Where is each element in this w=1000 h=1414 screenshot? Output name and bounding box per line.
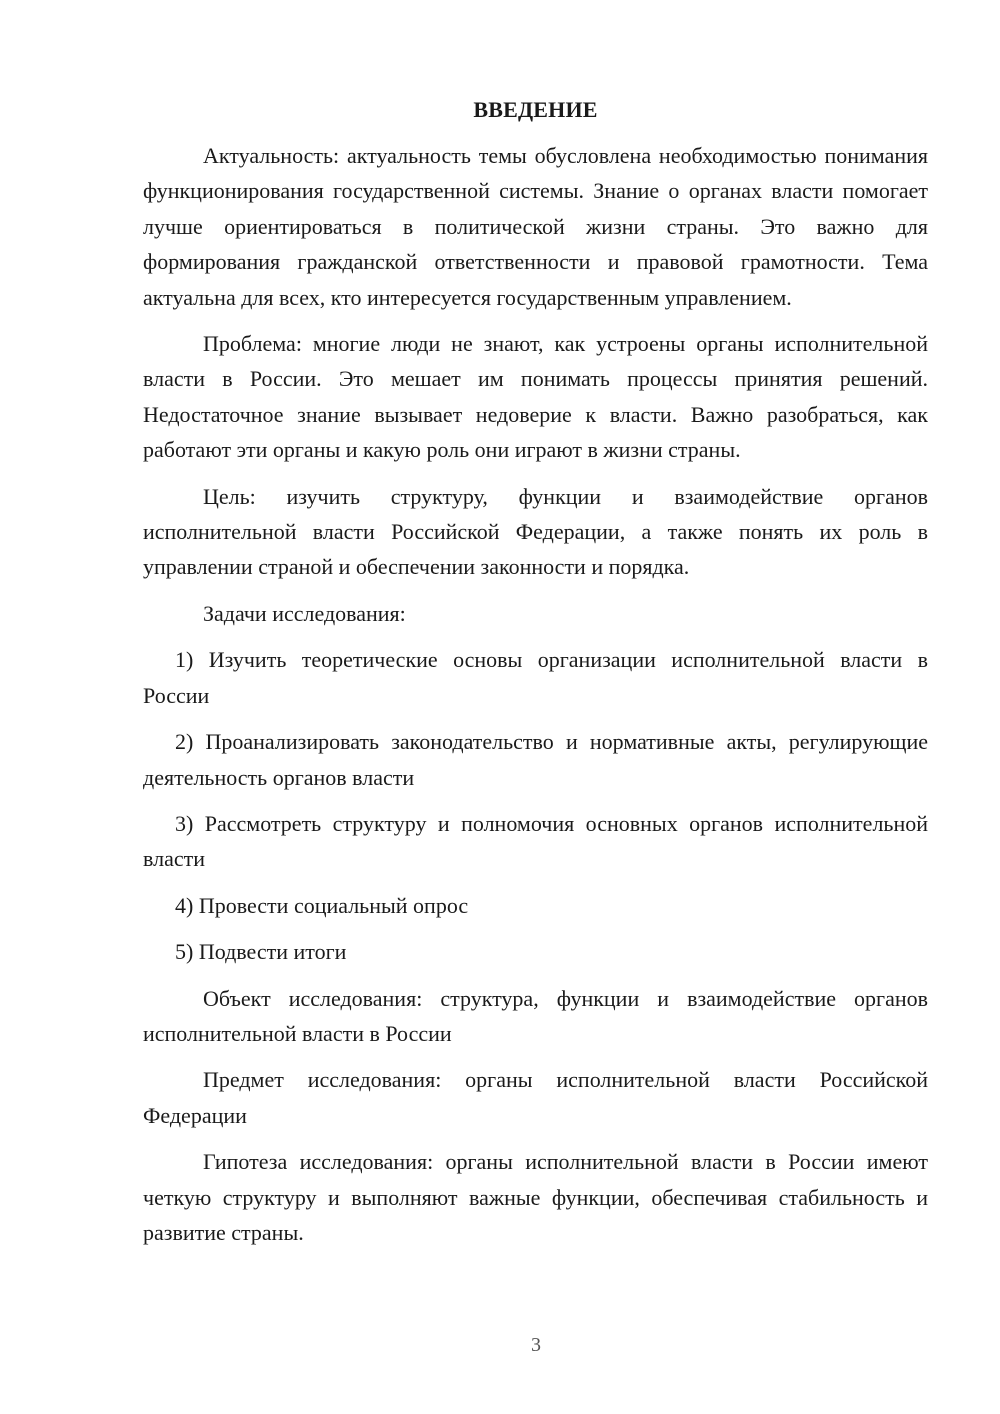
document-page	[143, 92, 928, 1250]
tasks-heading: Задачи исследования:	[203, 600, 406, 626]
relevance-paragraph: Актуальность: актуальность темы обусловлена необходимостью понимания функционирования государственной системы. Знание о органах власти помогает лучше ориентироваться в политической жизни страны. Это важно для формирования гражданской ответственности и правовой грамотности. Тема актуальна для всех, кто интересуется государственным управлением.	[143, 143, 928, 310]
object-paragraph: Объект исследования: структура, функции и взаимодействие органов исполнительной власти в России	[143, 985, 928, 1046]
problem-paragraph: Проблема: многие люди не знают, как устроены органы исполнительной власти в России. Это мешает им понимать процессы принятия решений. Недостаточное знание вызывает недоверие к власти. Важно разобраться, как работают эти органы и какую роль они играют в жизни страны.	[143, 331, 928, 463]
task-item-3: 3) Рассмотреть структуру и полномочия основных органов исполнительной власти	[143, 810, 928, 872]
task-item-5: 5) Подвести итоги	[175, 939, 347, 965]
subject-paragraph: Предмет исследования: органы исполнительной власти Российской Федерации	[143, 1067, 928, 1128]
task-item-4: 4) Провести социальный опрос	[175, 892, 469, 918]
goal-paragraph: Цель: изучить структуру, функции и взаимодействие органов исполнительной власти Российской Федерации, а также понять их роль в управлении страной и обеспечении законности и порядка.	[143, 483, 928, 580]
task-item-2: 2) Проанализировать законодательство и нормативные акты, регулирующие деятельность органов власти	[143, 729, 928, 790]
hypothesis-paragraph: Гипотеза исследования: органы исполнительной власти в России имеют четкую структуру и выполняют важные функции, обеспечивая стабильность и развитие страны.	[143, 1149, 928, 1245]
task-item-1: 1) Изучить теоретические основы организации исполнительной власти в России	[143, 647, 928, 708]
section-title: ВВЕДЕНИЕ	[473, 97, 598, 122]
page-number: 3	[531, 1334, 541, 1356]
